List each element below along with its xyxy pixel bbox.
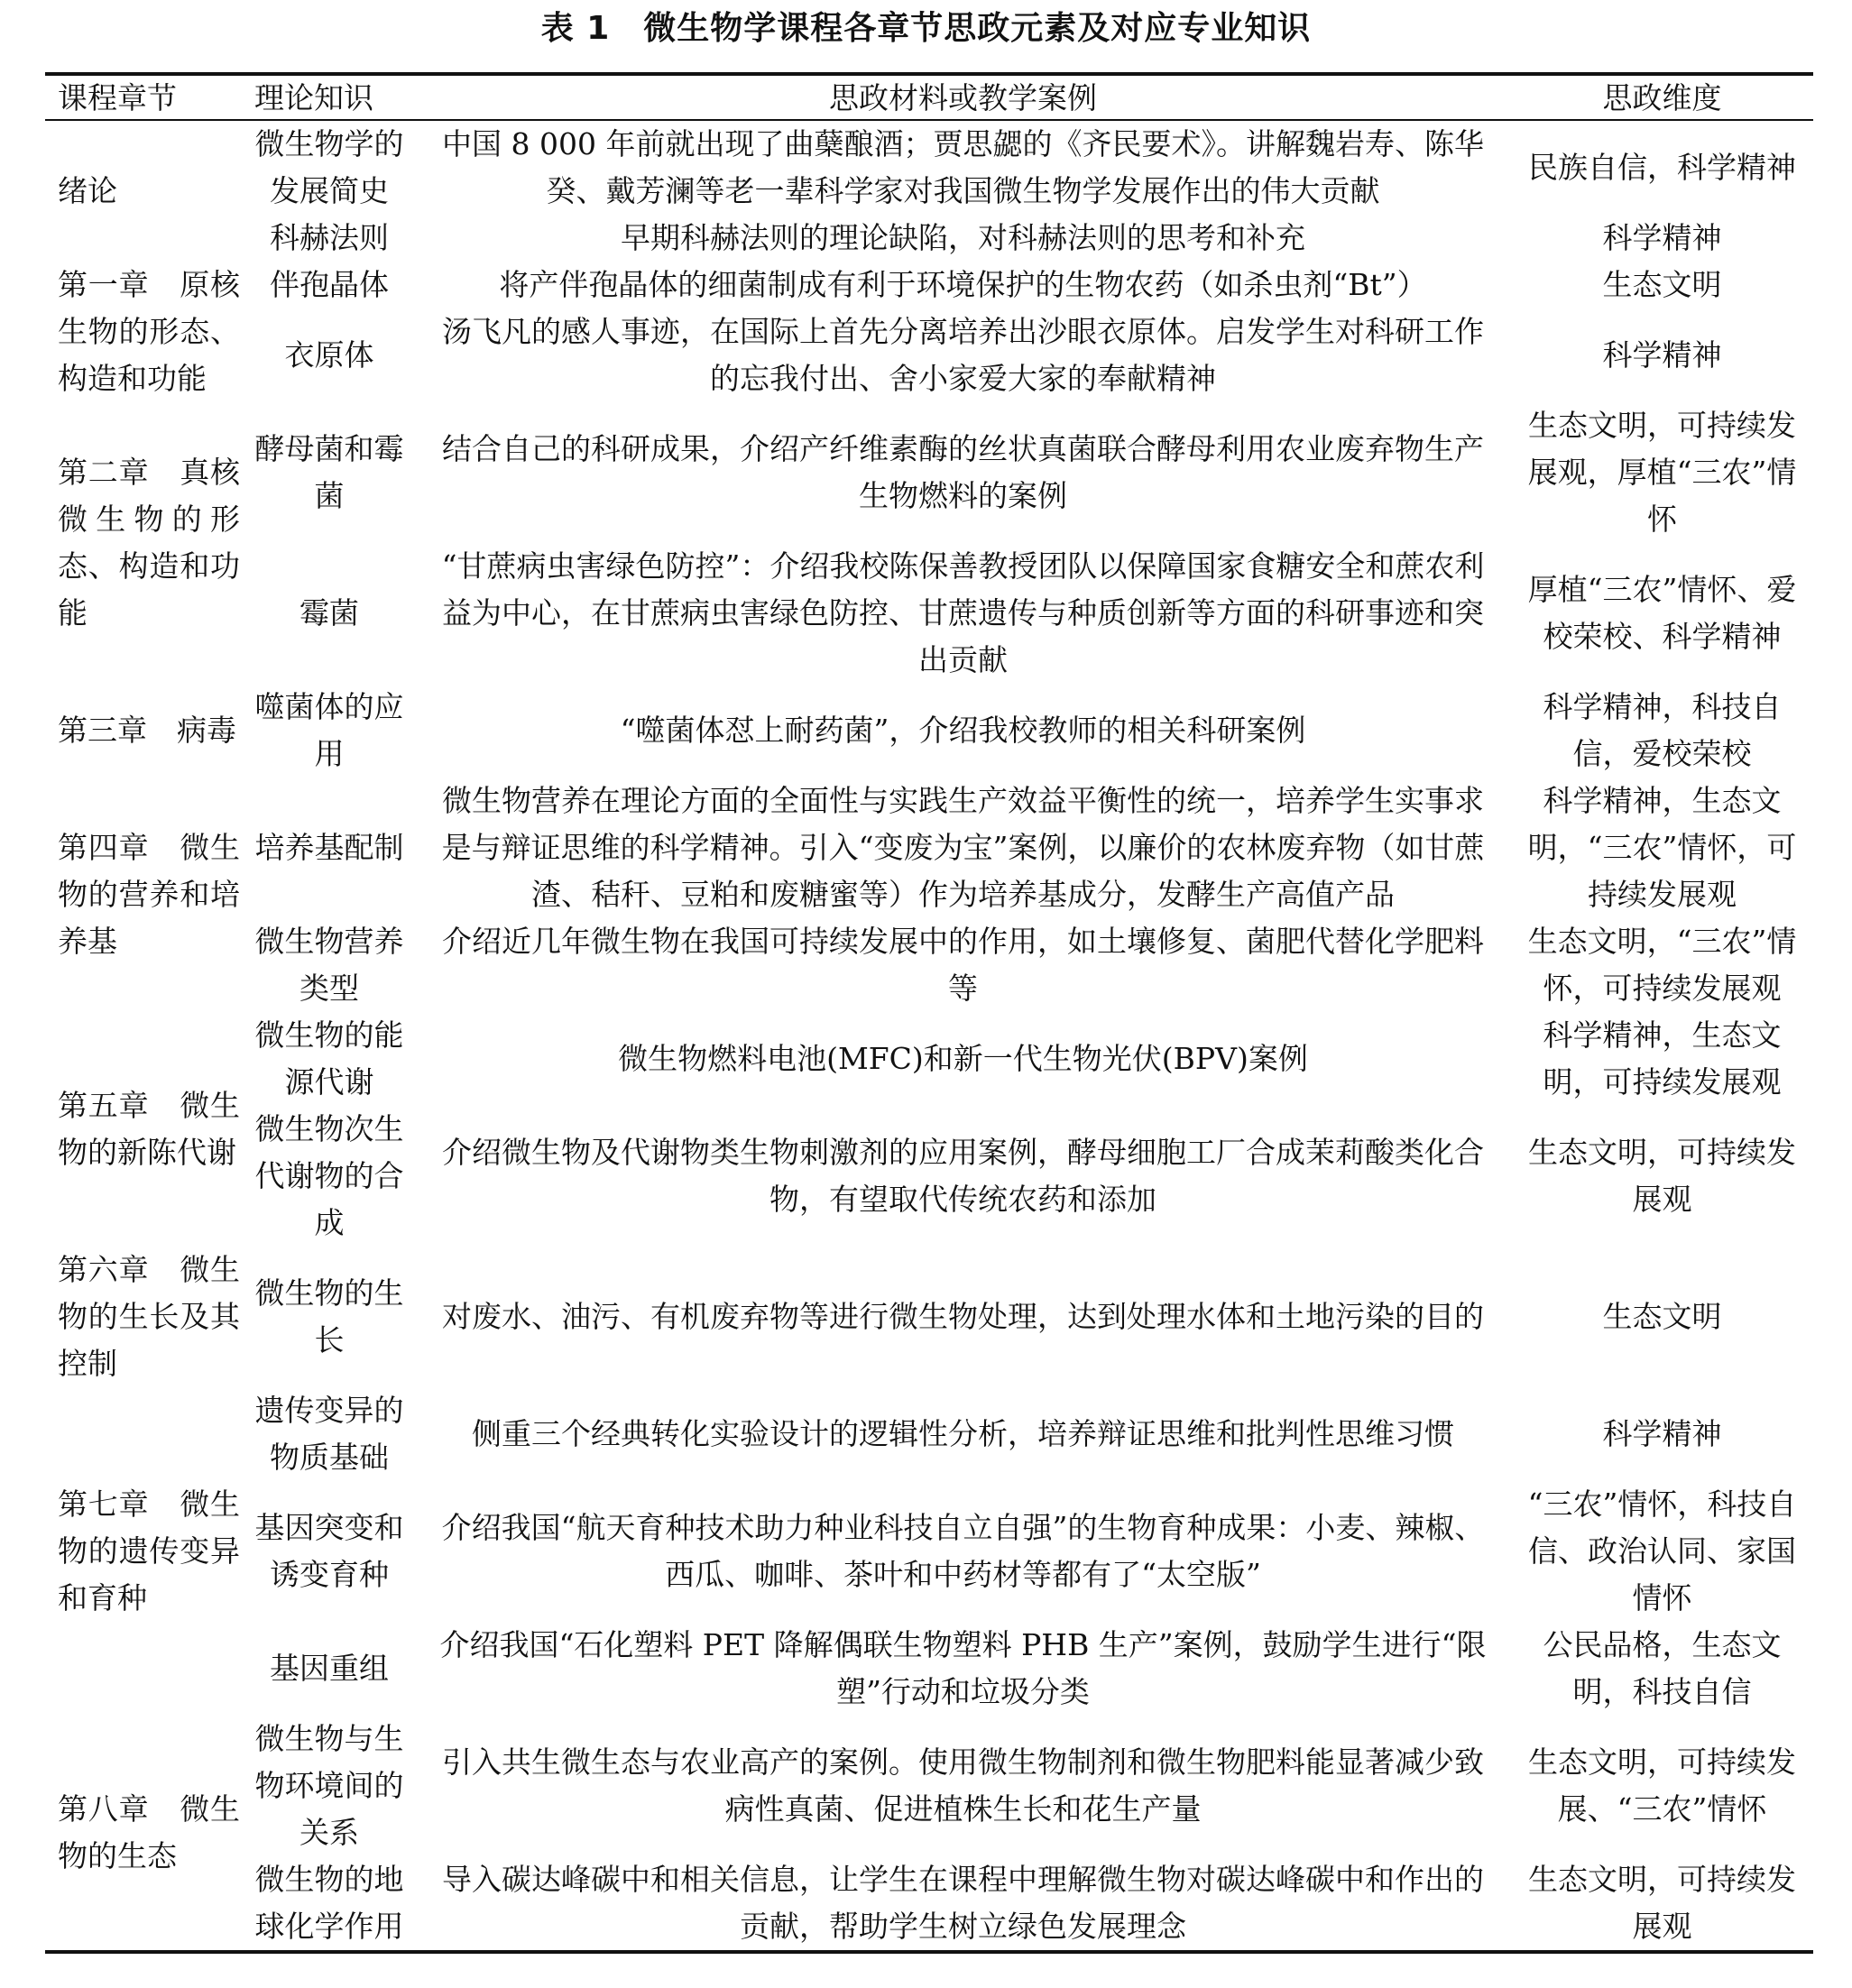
header-theory: 理论知识 <box>244 76 415 120</box>
material-cell: 介绍近几年微生物在我国可持续发展中的作用，如土壤修复、菌肥代替化学肥料等 <box>442 924 1484 1006</box>
dimension-cell: 科学精神，生态文明，可持续发展观 <box>1543 1017 1782 1100</box>
chapter-cell: 第一章 原核生物的形态、构造和功能 <box>58 267 240 396</box>
table-row <box>45 543 1813 684</box>
material-cell: “甘蔗病虫害绿色防控”：介绍我校陈保善教授团队以保障国家食糖安全和蔗农利益为中心，在甘蔗病虫害绿色防控、甘蔗遗传与种质创新等方面的科研事迹和突出贡献 <box>441 548 1485 677</box>
dimension-cell: 科学精神 <box>1602 337 1722 373</box>
table-row <box>45 1106 1813 1247</box>
material-cell: 将产伴孢晶体的细菌制成有利于环境保护的生物农药（如杀虫剂“Bt”） <box>499 267 1427 302</box>
dimension-cell: 生态文明 <box>1602 1299 1722 1334</box>
theory-cell: 遗传变异的物质基础 <box>254 1393 404 1475</box>
material-cell: 对废水、油污、有机废弃物等进行微生物处理，达到处理水体和土地污染的目的 <box>442 1299 1484 1334</box>
table-row <box>45 308 1813 402</box>
dimension-cell: 生态文明，可持续发展、“三农”情怀 <box>1528 1744 1796 1827</box>
theory-cell: 噬菌体的应用 <box>254 689 404 771</box>
theory-cell: 微生物学的发展简史 <box>254 126 404 208</box>
table-row <box>45 918 1813 1012</box>
theory-cell: 酵母菌和霉菌 <box>254 431 404 513</box>
dimension-cell: 科学精神，科技自信，爱校荣校 <box>1543 689 1782 771</box>
dimension-cell: 生态文明，可持续发展观，厚植“三农”情怀 <box>1527 408 1797 537</box>
table-row <box>45 1012 1813 1106</box>
dimension-cell: 科学精神，生态文明，“三农”情怀，可持续发展观 <box>1527 783 1797 912</box>
chapter-cell: 第四章 微生物的营养和培养基 <box>58 830 240 959</box>
material-cell: 引入共生微生态与农业高产的案例。使用微生物制剂和微生物肥料能显著减少致病性真菌、促进植株生长和花生产量 <box>442 1744 1484 1827</box>
theory-cell: 霉菌 <box>299 595 359 630</box>
dimension-cell: 厚植“三农”情怀、爱校荣校、科学精神 <box>1527 572 1797 654</box>
table-row <box>45 215 1813 262</box>
table-row <box>45 1622 1813 1716</box>
table-row <box>45 1716 1813 1856</box>
material-cell: 介绍我国“航天育种技术助力种业科技自立自强”的生物育种成果：小麦、辣椒、西瓜、咖啡、茶叶和中药材等都有了“太空版” <box>441 1510 1485 1592</box>
header-chapter: 课程章节 <box>45 76 244 120</box>
theory-cell: 科赫法则 <box>270 220 389 255</box>
header-row <box>45 76 1813 120</box>
theory-cell: 微生物次生代谢物的合成 <box>254 1111 404 1240</box>
dimension-cell: 科学精神 <box>1602 220 1722 255</box>
chapter-cell: 绪论 <box>58 173 117 208</box>
chapter-cell: 第六章 微生物的生长及其控制 <box>58 1252 240 1381</box>
theory-cell: 基因重组 <box>270 1651 389 1686</box>
table-title: 表 1 微生物学课程各章节思政元素及对应专业知识 <box>540 10 1312 47</box>
curriculum-table <box>45 76 1813 1950</box>
theory-cell: 伴孢晶体 <box>270 267 389 302</box>
theory-cell: 培养基配制 <box>254 830 404 865</box>
dimension-cell: 生态文明，可持续发展观 <box>1528 1862 1796 1944</box>
material-cell: 微生物燃料电池(MFC)和新一代生物光伏(BPV)案例 <box>618 1041 1308 1076</box>
material-cell: 早期科赫法则的理论缺陷，对科赫法则的思考和补充 <box>621 220 1305 255</box>
dimension-cell: 生态文明 <box>1602 267 1722 302</box>
theory-cell: 微生物与生物环境间的关系 <box>254 1721 404 1850</box>
table-row <box>45 1247 1813 1387</box>
material-cell: 结合自己的科研成果，介绍产纤维素酶的丝状真菌联合酵母利用农业废弃物生产生物燃料的案例 <box>442 431 1484 513</box>
theory-cell: 微生物的地球化学作用 <box>254 1862 404 1944</box>
dimension-cell: 科学精神 <box>1602 1416 1722 1451</box>
theory-cell: 微生物营养类型 <box>254 924 404 1006</box>
chapter-cell: 第三章 病毒 <box>58 713 236 748</box>
chapter-cell: 第二章 真核微生物的形态、构造和功能 <box>58 455 240 630</box>
dimension-cell: 生态文明，可持续发展观 <box>1528 1135 1796 1217</box>
chapter-cell: 第七章 微生物的遗传变异和育种 <box>58 1486 240 1615</box>
bottom-rule <box>45 1950 1813 1954</box>
theory-cell: 微生物的生长 <box>254 1275 404 1358</box>
table-row <box>45 1481 1813 1622</box>
header-dimension: 思政维度 <box>1511 76 1813 120</box>
dimension-cell: 公民品格，生态文明，科技自信 <box>1543 1627 1782 1709</box>
table-body <box>45 120 1813 1950</box>
material-cell: 介绍微生物及代谢物类生物刺激剂的应用案例，酵母细胞工厂合成茉莉酸类化合物，有望取代传统农药和添加 <box>442 1135 1484 1217</box>
chapter-cell: 第八章 微生物的生态 <box>58 1791 240 1873</box>
table-row <box>45 1387 1813 1481</box>
dimension-cell: 生态文明，“三农”情怀，可持续发展观 <box>1527 924 1797 1006</box>
material-cell: 微生物营养在理论方面的全面性与实践生产效益平衡性的统一，培养学生实事求是与辩证思维的科学精神。引入“变废为宝”案例，以廉价的农林废弃物（如甘蔗渣、秸秆、豆粕和废糖蜜等）作为培养基成分，发酵生产高值产品 <box>441 783 1485 912</box>
material-cell: 导入碳达峰碳中和相关信息，让学生在课程中理解微生物对碳达峰碳中和作出的贡献，帮助学生树立绿色发展理念 <box>442 1862 1484 1944</box>
table-row <box>45 1856 1813 1950</box>
table-row <box>45 262 1813 308</box>
table-row <box>45 120 1813 215</box>
material-cell: 中国 8 000 年前就出现了曲蘖酿酒；贾思勰的《齐民要术》。讲解魏岩寿、陈华癸、戴芳澜等老一辈科学家对我国微生物学发展作出的伟大贡献 <box>442 126 1484 208</box>
theory-cell: 衣原体 <box>284 337 374 373</box>
table-row <box>45 778 1813 918</box>
chapter-cell: 第五章 微生物的新陈代谢 <box>58 1088 240 1170</box>
dimension-cell: 民族自信，科学精神 <box>1528 150 1796 185</box>
table-row <box>45 684 1813 778</box>
header-material: 思政材料或教学案例 <box>415 76 1511 120</box>
material-cell: 汤飞凡的感人事迹，在国际上首先分离培养出沙眼衣原体。启发学生对科研工作的忘我付出、舍小家爱大家的奉献精神 <box>442 314 1484 396</box>
material-cell: 侧重三个经典转化实验设计的逻辑性分析，培养辩证思维和批判性思维习惯 <box>472 1416 1454 1451</box>
table-row <box>45 402 1813 543</box>
material-cell: “噬菌体怼上耐药菌”，介绍我校教师的相关科研案例 <box>620 713 1306 748</box>
theory-cell: 微生物的能源代谢 <box>254 1017 404 1100</box>
dimension-cell: “三农”情怀，科技自信、政治认同、家国情怀 <box>1527 1486 1797 1615</box>
table-container <box>45 72 1813 1954</box>
theory-cell: 基因突变和诱变育种 <box>254 1510 404 1592</box>
material-cell: 介绍我国“石化塑料 PET 降解偶联生物塑料 PHB 生产”案例，鼓励学生进行“限塑”行动和垃圾分类 <box>439 1627 1487 1709</box>
